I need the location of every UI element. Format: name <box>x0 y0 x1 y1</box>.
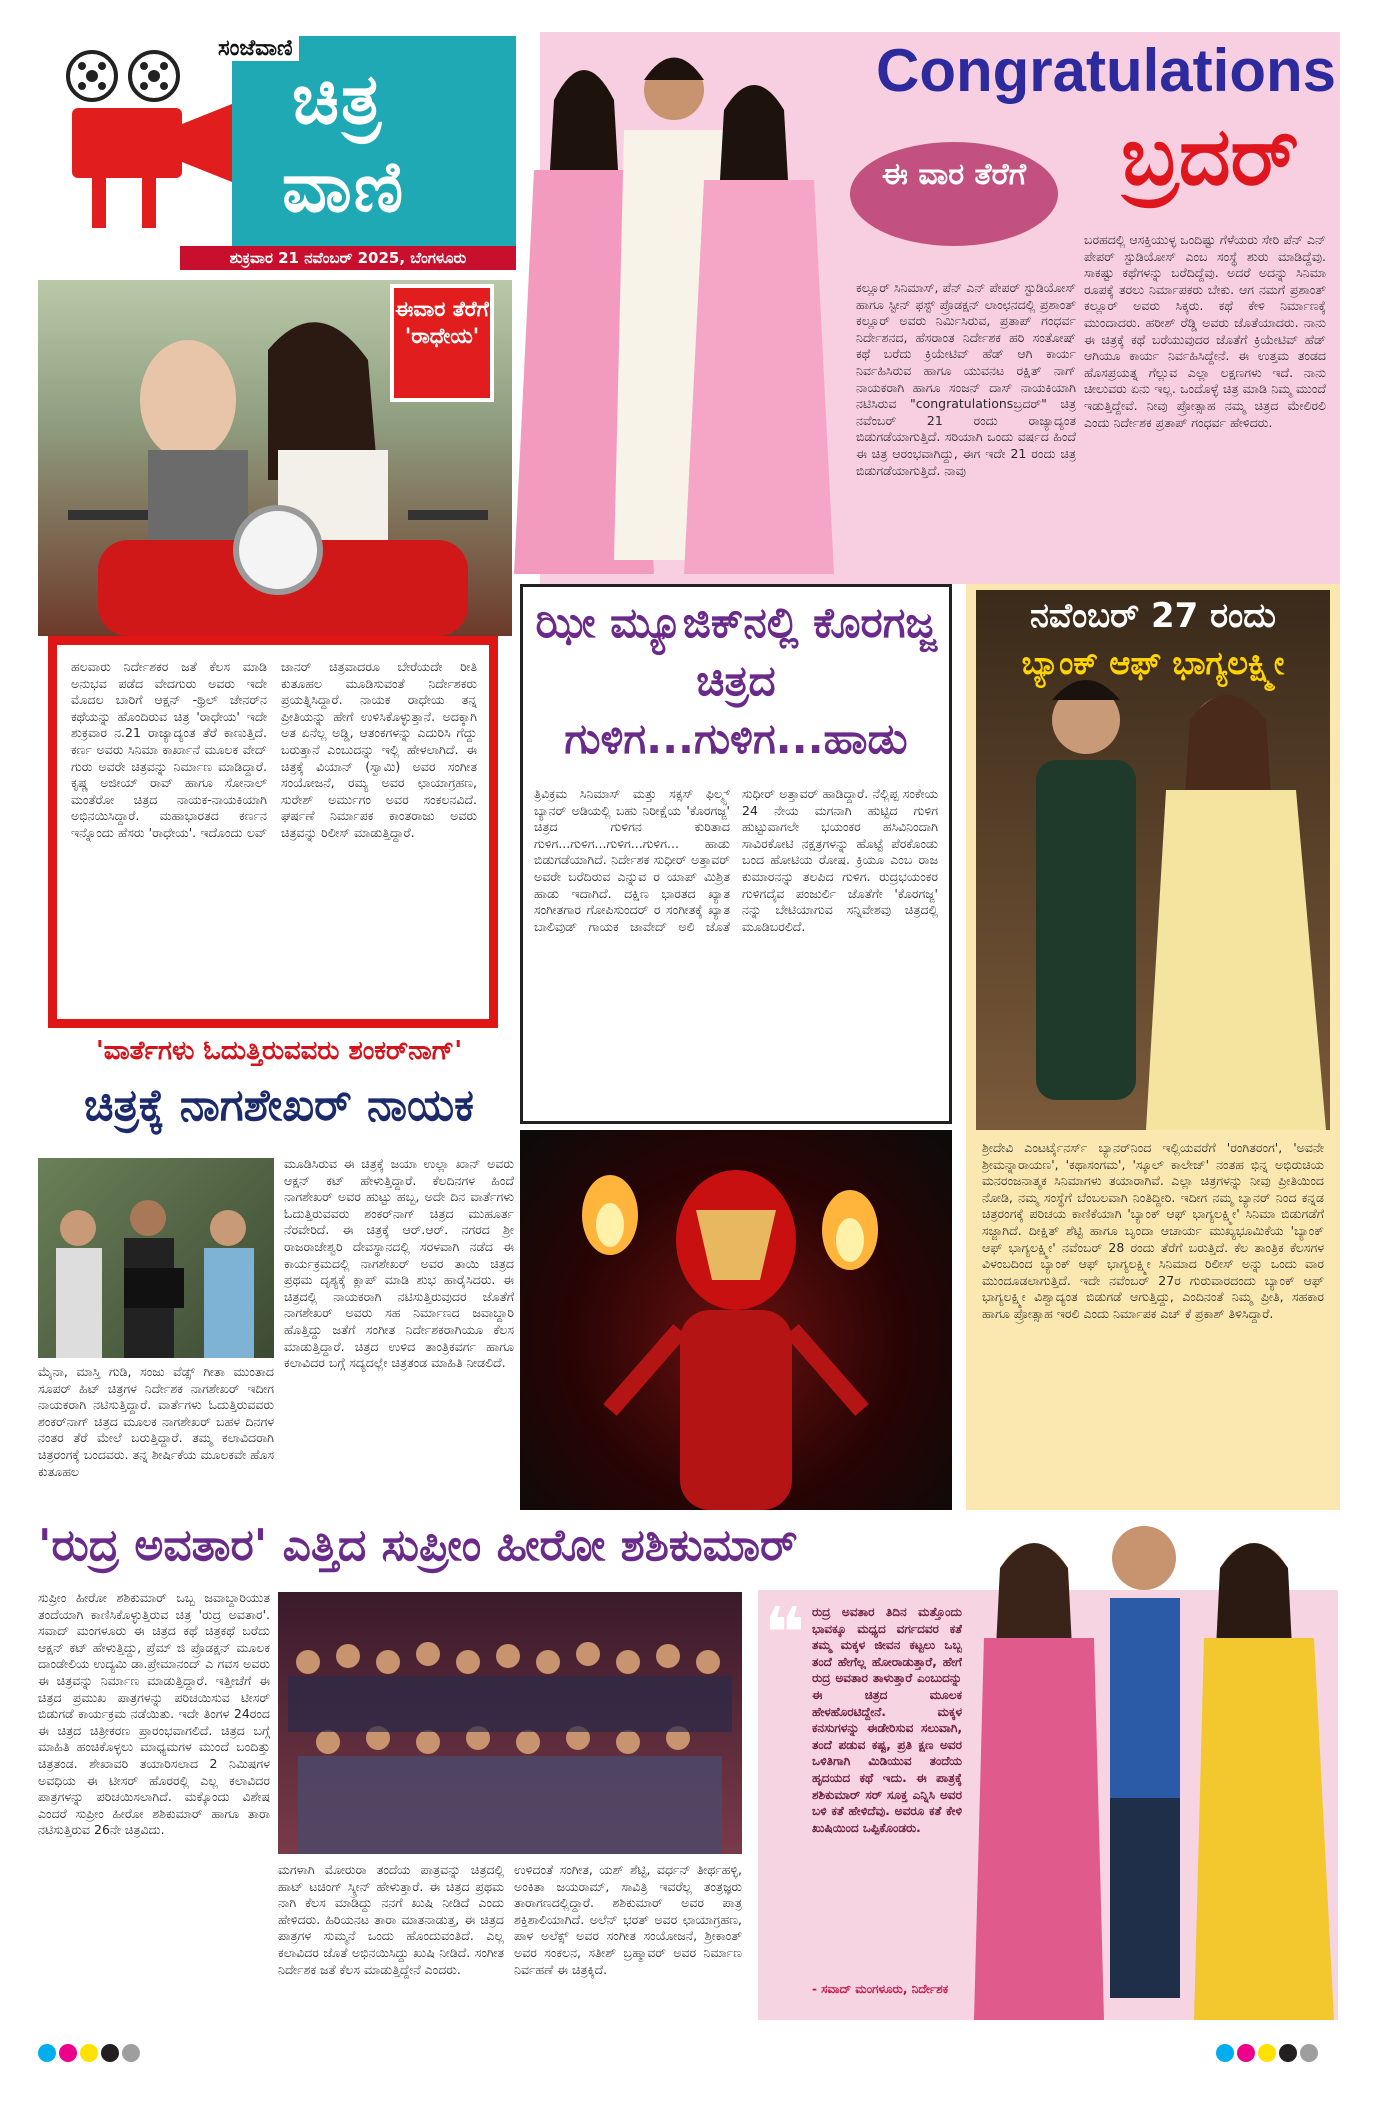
quote-mark-icon: ❝ <box>764 1592 806 1674</box>
shankarnag-headline: ಚಿತ್ರಕ್ಕೆ ನಾಗಶೇಖರ್ ನಾಯಕ <box>84 1080 474 1131</box>
brother-body-col1: ಕಲ್ಲೂರ್ ಸಿನಿಮಾಸ್, ಪೆನ್ ಎನ್ ಪೇಪರ್ ಸ್ಟುಡಿಯೋಸ್ ಹಾಗೂ ಸ್ಟೀನ್ ಫಸ್ಟ್ ಪ್ರೊಡಕ್ಷನ್ ಲಾಂಛನದಲ್ಲಿ ಪ್ರಶಾಂತ್ ಕಲ್ಲೂರ್ ಅವರು ನಿರ್ಮಿಸಿರುವ, ಪ್ರತಾಪ್ ಗಂಧರ್ವ ನಿರ್ದೇಶನದ, ಹೆಸರಾಂತ ನಿರ್ದೇಶಕ ಹರಿ ಸಂತೋಷ್ ಕಥೆ ಬರೆದು ಕ್ರಿಯೇಟಿವ್ ಹೆಡ್ ಆಗಿ ಕಾರ್ಯ ನಿರ್ವಹಿಸಿರುವ ಹಾಗೂ ಯುವನಟ ರಕ್ಷಿತ್ ನಾಗ್ ನಾಯಕರಾಗಿ ಹಾಗೂ ಸಂಜನ್ ದಾಸ್ ನಾಯಕಿಯಾಗಿ ನಟಿಸಿರುವ "congratulationsಬ್ರದರ್" ಚಿತ್ರ ನವೆಂಬರ್ 21 ರಂದು ರಾಜ್ಯಾದ್ಯಂತ ಬಿಡುಗಡೆಯಾಗುತ್ತಿದೆ. ಸರಿಯಾಗಿ ಒಂದು ವರ್ಷದ ಹಿಂದೆ ಈ ಚಿತ್ರ ಆರಂಭವಾಗಿದ್ದು, ಈಗ ಇದೇ 21 ರಂದು ಚಿತ್ರ ಬಿಡುಗಡೆಯಾಗುತ್ತಿದೆ. ನಾವು <box>856 280 1076 478</box>
registration-dot <box>1258 2044 1276 2062</box>
radheya-article-box <box>48 636 498 1028</box>
shankarnag-photo <box>38 1158 274 1358</box>
koragajja-photo <box>520 1130 952 1510</box>
dateline: ಶುಕ್ರವಾರ 21 ನವೆಂಬರ್ 2025, ಬೆಂಗಳೂರು <box>180 246 516 270</box>
registration-dot <box>59 2044 77 2062</box>
registration-dot <box>1216 2044 1234 2062</box>
rudra-cast-figures <box>964 1498 1338 2020</box>
film-projector-icon <box>62 46 262 246</box>
rudra-quote-attribution: - ಸವಾದ್ ಮಂಗಳೂರು, ನಿರ್ದೇಶಕ <box>812 1982 949 1996</box>
brother-cast-figures <box>514 40 844 574</box>
radheya-release-tag: ಈವಾರ ತೆರೆಗೆ 'ರಾಧೇಯ' <box>390 284 494 402</box>
registration-dot <box>80 2044 98 2062</box>
shankarnag-kicker: 'ವಾರ್ತೆಗಳು ಓದುತ್ತಿರುವವರು ಶಂಕರ್‌ನಾಗ್' <box>95 1036 463 1066</box>
section-title-line2: ವಾಣಿ <box>282 146 406 228</box>
radheya-article-body: ಹಲವಾರು ನಿರ್ದೇಶಕರ ಜತೆ ಕೆಲಸ ಮಾಡಿ ಅನುಭವ ಪಡೆದ ವೇದಗುರು ಅವರು ಇದೇ ಮೊದಲ ಬಾರಿಗೆ ಆಕ್ಷನ್ -ಥ್ರಿಲ್ ಜೇನರ್‌ನ ಕಥೆಯನ್ನು ಹೊಂದಿರುವ ಚಿತ್ರ 'ರಾಧೇಯ' ಇದೇ ಶುಕ್ರವಾರ ನ.21 ರಾಜ್ಯಾದ್ಯಂತ ತೆರೆ ಕಾಣುತ್ತಿದೆ. ಕರ್ಣ ಅವರು ಸಿನಿಮಾ ಕಾರ್ಖಾನೆ ಮೂಲಕ ವೇದ್ ಗುರು ಅವರೇ ಚಿತ್ರವನ್ನು ನಿರ್ಮಾಣ ಮಾಡಿದ್ದಾರೆ. ಕೃಷ್ಣ ಅಜೀಯ್ ರಾವ್ ಹಾಗೂ ಸೋನಾಲ್ ಮಂತೆರೋ ಚಿತ್ರದ ನಾಯಕ-ನಾಯಕಿಯಾಗಿ ಅಭಿನಯಿಸಿದ್ದಾರೆ. ಮಹಾಭಾರತದ ಕರ್ಣನ ಇನ್ನೊಂದು ಹೆಸರು 'ರಾಧೇಯ'. ಇದೊಂದು ಲವ್ ಜಾನರ್ ಚಿತ್ರವಾದರೂ ಬೇರೆಯದೇ ರೀತಿ ಕುತೂಹಲ ಮೂಡಿಸುವಂತೆ ನಿರ್ದೇಶಕರು ಪ್ರಯತ್ನಿಸಿದ್ದಾರೆ. ನಾಯಕ ರಾಧೇಯ ತನ್ನ ಪ್ರೀತಿಯನ್ನು ಹೇಗೆ ಉಳಿಸಿಕೊಳ್ಳುತ್ತಾನೆ. ಅದಕ್ಕಾಗಿ ಅತ ಏನೆಲ್ಲ ಅಡ್ಡಿ, ಆತಂಕಗಳನ್ನು ಎದುರಿಸಿ ಗೆದ್ದು ಬರುತ್ತಾನೆ ಎಂಬುದನ್ನು ಇಲ್ಲಿ ಹೇಳಲಾಗಿದೆ. ಈ ಚಿತ್ರಕ್ಕೆ ವಿಯಾನ್ (ಸ್ವಾಮಿ) ಅವರ ಸಂಗೀತ ಸಂಯೋಜನೆ, ರಮ್ಯ ಅವರ ಛಾಯಾಗ್ರಹಣ, ಸುರೇಶ್ ಅರ್ಮುಗಂ ಅವರ ಸಂಕಲನವಿದೆ. ಘರ್ಷಣೆ ನಿರ್ಮಾಪಕ ಕಾಂತರಾಜು ಅವರು ಚಿತ್ರವನ್ನು ರಿಲೀಸ್ ಮಾಡುತ್ತಿದ್ದಾರೆ. <box>71 659 477 840</box>
team-group-figures <box>278 1592 742 1854</box>
bank-article-body: ಶ್ರೀದೇವಿ ಎಂಟರ್ಟೈನರ್ಸ್ ಬ್ಯಾನರ್‌ನಿಂದ ಇಲ್ಲಿಯವರೆಗೆ 'ರಂಗಿತರಂಗ', 'ಅವನೇ ಶ್ರೀಮನ್ನಾರಾಯಣ', 'ಕಥಾಸಂಗಮ', 'ಸ್ಕೂಲ್ ಕಾಲೇಜ್' ನಂತಹ ಭಿನ್ನ ಅಭಿರುಚಿಯ ಮನರಂಜನಾತ್ಮಕ ಸಿನಿಮಾಗಳು ತಯಾರಾಗಿವೆ. ಎಲ್ಲಾ ಚಿತ್ರಗಳನ್ನು ನೀವು ಪ್ರೀತಿಯಿಂದ ನೋಡಿ, ನಮ್ಮ ಸಂಸ್ಥೆಗೆ ಬೆಂಬಲವಾಗಿ ನಿಂತಿದ್ದೀರಿ. ಇದೀಗ ನಮ್ಮ ಬ್ಯಾನರ್ ನಿಂದ ಕನ್ನಡ ಚಿತ್ರರಂಗಕ್ಕೆ ಪರಿಚಯ ಕಾಣಿಕೆಯಾಗಿ 'ಬ್ಯಾಂಕ್ ಆಫ್ ಭಾಗ್ಯಲಕ್ಷ್ಮೀ' ಸಿನಿಮಾ ಬಿಡುಗಡೆಗೆ ಸಜ್ಜಾಗಿದೆ. ದೀಕ್ಷಿತ್ ಶೆಟ್ಟಿ ಹಾಗೂ ಬೃಂದಾ ಆಚಾರ್ಯ ಮುಖ್ಯಭೂಮಿಕೆಯ 'ಬ್ಯಾಂಕ್ ಆಫ್ ಭಾಗ್ಯಲಕ್ಷ್ಮೀ' ನವೆಂಬರ್ 28 ರಂದು ತೆರೆಗೆ ಬರುತ್ತಿದೆ. ಕೆಲ ತಾಂತ್ರಿಕ ಕೆಲಸಗಳ ವಿಳಂಬದಿಂದ ಬ್ಯಾಂಕ್ ಆಫ್ ಭಾಗ್ಯಲಕ್ಷ್ಮೀ ಸಿನಿಮಾದ ರಿಲೀಸ್ ಅನ್ನು ಒಂದು ವಾರ ಮುಂದೂಡಲಾಗುತ್ತಿದೆ. ಇದೇ ನವೆಂಬರ್ 27ರ ಗುರುವಾರದಂದು ಬ್ಯಾಂಕ್ ಆಫ್ ಭಾಗ್ಯಲಕ್ಷ್ಮೀ ವಿಶ್ವಾದ್ಯಂತ ಬಿಡುಗಡೆ ಆಗುತ್ತಿದ್ದು, ಎಂದಿನಂತೆ ನಿಮ್ಮ ಪ್ರೀತಿ, ಸಹಕಾರ ಹಾಗೂ ಪ್ರೋತ್ಸಾಹ ಇರಲಿ ಎಂದು ನಿರ್ಮಾಪಕ ಎಚ್ ಕೆ ಪ್ರಕಾಶ್ ತಿಳಿಸಿದ್ದಾರೆ. <box>982 1140 1324 1321</box>
bank-release-date: ನವೆಂಬರ್ 27 ರಂದು <box>1030 596 1276 636</box>
masthead <box>62 36 516 270</box>
rudra-quote-text: ರುದ್ರ ಅವತಾರ ತಿದಿನ ಮತ್ತೊಂದು ಭಾವಕ್ಕೂ ಮಧ್ಯದ ವರ್ಗದವರ ಕತೆ ತಮ್ಮ ಮಕ್ಕಳ ಜೀವನ ಕಟ್ಟಲು ಒಬ್ಬ ತಂದೆ ಹೇಗೆಲ್ಲ ಹೋರಾಡುತ್ತಾರೆ, ಹೇಗೆ ರುದ್ರ ಅವತಾರ ತಾಳುತ್ತಾರೆ ಎಂಬುದನ್ನು ಈ ಚಿತ್ರದ ಮೂಲಕ ಹೇಳಹೊರಟಿದ್ದೇನೆ. ಮಕ್ಕಳ ಕನಸುಗಳನ್ನು ಈಡೇರಿಸುವ ಸಲುವಾಗಿ, ತಂದೆ ಪಡುವ ಕಷ್ಟ, ಪ್ರತಿ ಕ್ಷಣ ಅವರ ಒಳಿತಿಗಾಗಿ ಮಿಡಿಯುವ ತಂದೆಯ ಹೃದಯದ ಕಥೆ ಇದು. ಈ ಪಾತ್ರಕ್ಕೆ ಶಶಿಕುಮಾರ್ ಸರ್ ಸೂಕ್ತ ಎನ್ನಿಸಿ ಅವರ ಬಳಿ ಕತೆ ಹೇಳಿದೆವು. ಅವರೂ ಕತೆ ಕೇಳಿ ಖುಷಿಯಿಂದ ಒಪ್ಪಿಕೊಂಡರು. <box>812 1605 962 1835</box>
brand-name: ಸಂಜೆವಾಣಿ <box>212 36 299 61</box>
zee-article-body: ತ್ರಿವಿಕ್ರಮ ಸಿನಿಮಾಸ್ ಮತ್ತು ಸಕ್ಸಸ್ ಫಿಲ್ಮ್ಸ್ ಬ್ಯಾನರ್ ಅಡಿಯಲ್ಲಿ ಬಹು ನಿರೀಕ್ಷೆಯ 'ಕೊರಗಜ್ಜ' ಚಿತ್ರದ ಗುಳಿಗನ ಕುರಿತಾದ ಗುಳಿಗ...ಗುಳಿಗ...ಗುಳಿಗ...ಗುಳಿಗ... ಹಾಡು ಬಿಡುಗಡೆಯಾಗಿದೆ. ನಿರ್ದೇಶಕ ಸುಧೀರ್ ಅತ್ತಾವರ್ ಅವರೇ ಬರೆದಿರುವ ಎನ್ನುವ ರ ಯಾಪ್ ಮಿಶ್ರಿತ ಹಾಡು ಇದಾಗಿದೆ. ದಕ್ಷಿಣ ಭಾರತದ ಖ್ಯಾತ ಸಂಗೀತಗಾರ ಗೋಪಿಸುಂದರ್ ರ ಸಂಗೀತಕ್ಕೆ ಖ್ಯಾತ ಬಾಲಿವುಡ್ ಗಾಯಕ ಜಾವೇದ್ ಅಲಿ ಜೊತೆ ಸುಧೀರ್ ಅತ್ತಾವರ್ ಹಾಡಿದ್ದಾರೆ. ನೆಲ್ಲಿಪ್ಪ ಸಂಕೇಯ 24 ನೇಯ ಮಗನಾಗಿ ಹುಟ್ಟಿದ ಗುಳಿಗ ಹುಟ್ಟುವಾಗಲೇ ಭಯಂಕರ ಹಸಿವಿನಿಂದಾಗಿ ಸಾವಿರಕೋಟಿ ನಕ್ಷತ್ರಗಳನ್ನು ಹೊಟ್ಟೆ ಪೆರಕೊಂಡು ಬಂದ ಹೋಟಿಯ ರೋಷ. ಕ್ರಿಯೂ ಎಂಬ ರಾಜ ಕುಮಾರನನ್ನು ತಲಪಿದ ಗುಳಿಗ. ರುದ್ರಭಯಂಕರ ಗುಳಿಗದೈವ ಪಂಜುರ್ಲಿ ಜೊತೆಗೇ 'ಕೊರಗಜ್ಜ' ನನ್ನು ಬೇಟಿಯಾಗುವ ಸನ್ನಿವೇಶವು ಚಿತ್ರದಲ್ಲಿ ಮೂಡಿಬರಲಿದೆ. <box>534 786 938 934</box>
registration-dot <box>1279 2044 1297 2062</box>
brother-title-kn: ಬ್ರದರ್ <box>1121 110 1299 203</box>
brother-body-col2: ಬರಹದಲ್ಲಿ ಆಸಕ್ತಿಯುಳ್ಳ ಒಂದಿಷ್ಟು ಗೆಳೆಯರು ಸೇರಿ ಪೆನ್ ಎನ್ ಪೇಪರ್ ಸ್ಟುಡಿಯೋಸ್ ಎಂಬ ಸಂಸ್ಥೆ ಶುರು ಮಾಡಿದ್ದೆವು. ಸಾಕಷ್ಟು ಕಥೆಗಳನ್ನು ಬರೆದಿದ್ದೆವು. ಅದರೆ ಅದನ್ನು ಸಿನಿಮಾ ರೂಪಕ್ಕೆ ತರಲು ನಿರ್ಮಾಪಕರು ಬೇಕು. ಆಗ ನಮಗೆ ಪ್ರಶಾಂತ್ ಕಲ್ಲೂರ್ ಅವರು ಸಿಕ್ಕರು. ಕಥೆ ಕೇಳಿ ನಿರ್ಮಾಣಕ್ಕೆ ಮುಂದಾದರು. ಹರೀಶ್ ರೆಡ್ಡಿ ಅವರು ಜೊತೆಯಾದರು. ನಾನು ಈ ಚಿತ್ರಕ್ಕೆ ಕಥೆ ಬರೆಯುವುದರ ಜೊತೆಗೆ ಕ್ರಿಯೇಟಿವ್ ಹೆಡ್ ಆಗಿಯೂ ಕಾರ್ಯ ನಿರ್ವಹಿಸಿದ್ದೇನೆ. ಈ ಉತ್ತಮ ತಂಡದ ಹೊಸಪ್ರಯತ್ನ ಗೆಲ್ಲುವ ಎಲ್ಲಾ ಲಕ್ಷಣಗಳು ಇದೆ. ನಾನು ಚೀಲುವರು ಏನು ಇಲ್ಲ. ಒಂದೊಳ್ಳೆ ಚಿತ್ರ ಮಾಡಿ ನಿಮ್ಮ ಮುಂದೆ ಇಡುತ್ತಿದ್ದೇವೆ. ನೀವು ಪ್ರೋತ್ಸಾಹ ನಮ್ಮ ಚಿತ್ರದ ಮೇಲಿರಲಿ ಎಂದು ನಿರ್ದೇಶಕ ಪ್ರತಾಪ್ ಗಂಧರ್ವ ಹೇಳಿದರು. <box>1084 232 1326 430</box>
rudra-cast-photo <box>964 1498 1338 2020</box>
brother-title-en: Congratulations <box>876 37 1336 104</box>
group-photo-figures <box>38 1158 274 1358</box>
registration-dot <box>101 2044 119 2062</box>
registration-dot <box>38 2044 56 2062</box>
rudra-headline: 'ರುದ್ರ ಅವತಾರ' ಎತ್ತಿದ ಸುಪ್ರೀಂ ಹೀರೋ ಶಶಿಕುಮಾರ್ <box>38 1520 798 1571</box>
shankarnag-body-col1: ಮೈನಾ, ಮಾಸ್ತಿ ಗುಡಿ, ಸಂಜು ವೆಡ್ಸ್ ಗೀತಾ ಮುಂತಾದ ಸೂಪರ್ ಹಿಟ್ ಚಿತ್ರಗಳ ನಿರ್ದೇಶಕ ನಾಗಶೇಖರ್ ಇದೀಗ ನಾಯಕರಾಗಿ ನಟಿಸುತ್ತಿದ್ದಾರೆ. ವಾರ್ತೆಗಳು ಓದುತ್ತಿರುವವರು ಶಂಕರ್‌ನಾಗ್ ಚಿತ್ರದ ಮೂಲಕ ನಾಗಶೇಖರ್ ಬಹಳ ದಿನಗಳ ನಂತರ ತೆರೆ ಮೇಲೆ ಬರುತ್ತಿದ್ದಾರೆ. ತಮ್ಮ ಕಲಾವಿದರಾಗಿ ಚಿತ್ರರಂಗಕ್ಕೆ ಬಂದವರು. ತನ್ನ ಶೀರ್ಷಿಕೆಯ ಮೂಲಕವೇ ಹೊಸ ಕುತೂಹಲ <box>38 1364 274 1479</box>
registration-dot <box>1300 2044 1318 2062</box>
rudra-body-col3: ಉಳಿದಂತೆ ಸಂಗೀತ, ಯಶ್ ಶೆಟ್ಟಿ, ವರ್ಧನ್ ತೀರ್ಥಹಳ್ಳಿ, ಅಂಕಿತಾ ಜಯರಾಮ್, ಸಾವಿತ್ರಿ ಇವರೆಲ್ಲ ತಂತ್ರಜ್ಞರು ತಾರಾಗಣದಲ್ಲಿದ್ದಾರೆ. ಶಶಿಕುಮಾರ್ ಅವರ ಪಾತ್ರ ಶಕ್ತಿಶಾಲಿಯಾಗಿದೆ. ಅಲೆನ್ ಭರತ್ ಅವರ ಛಾಯಾಗ್ರಹಣ, ಪಾಳ ಅಲೆಕ್ಸ್ ಅವರ ಸಂಗೀತ ಸಂಯೋಜನೆ, ಶ್ರೀಕಾಂತ್ ಅವರ ಸಂಕಲನ, ಸತೀಶ್ ಬ್ರಹ್ಮಾವರ್ ಅವರ ನಿರ್ಮಾಣ ನಿರ್ವಹಣೆ ಈ ಚಿತ್ರಕ್ಕಿದೆ. <box>514 1862 742 1977</box>
rudra-body-col1: ಸುಪ್ರೀಂ ಹೀರೋ ಶಶಿಕುಮಾರ್ ಒಬ್ಬ ಜವಾಬ್ದಾರಿಯುತ ತಂದೆಯಾಗಿ ಕಾಣಿಸಿಕೊಳ್ಳುತ್ತಿರುವ ಚಿತ್ರ 'ರುದ್ರ ಅವತಾರ'. ಸವಾದ್ ಮಂಗಳೂರು ಈ ಚಿತ್ರದ ಕಥೆ ಚಿತ್ರಕಥೆ ಬರೆದು ಆಕ್ಷನ್ ಕಟ್ ಹೇಳುತ್ತಿದ್ದು, ಪ್ರೆಮ್ ಜಿ ಪ್ರೊಡಕ್ಷನ್ ಮೂಲಕ ದಾಂಡೇಲಿಯ ಉದ್ಯಮಿ ಡಾ.ಪ್ರೇಮಾನಂದ್ ಎ ಗವಸ ಅವರು ಈ ಚಿತ್ರವನ್ನು ನಿರ್ಮಾಣ ಮಾಡುತ್ತಿದ್ದಾರೆ. ಇತ್ತೀಚೆಗೆ ಈ ಚಿತ್ರದ ಪ್ರಮುಖ ಪಾತ್ರಗಳನ್ನು ಪರಿಚಯಿಸುವ ಟೀಸರ್ ಬಿಡುಗಡೆ ಕಾರ್ಯಕ್ರಮ ನಡೆಯಿತು. ಇದೇ ತಿಂಗಳ 24ರಂದ ಈ ಚಿತ್ರದ ಚಿತ್ರೀಕರಣ ಪ್ರಾರಂಭವಾಗಲಿದೆ. ಚಿತ್ರದ ಬಗ್ಗೆ ಮಾಹಿತಿ ಹಂಚಿಕೊಳ್ಳಲು ಮಾಧ್ಯಮಗಳ ಮುಂದೆ ಬಂದಿತ್ತು ಚಿತ್ರತಂಡ. ಶೇಖಾವರಿ ತಯಾರಿಸಲಾದ 2 ನಿಮಿಷಗಳ ಅವಧಿಯ ಈ ಟೀಸರ್ ಹೊರ‍ರಲ್ಲಿ ಎಲ್ಲ ಕಲಾವಿದರ ಪಾತ್ರಗಳನ್ನು ಪರಿಚಯಿಸಲಾಗಿದೆ. ಮಕ್ಕೊಂದು ವಿಶೇಷ ಎಂದರೆ ಸುಪ್ರೀಂ ಹೀರೋ ಶಶಿಕುಮಾರ್ ಹಾಗೂ ತಾರಾ ನಟಿಸುತ್ತಿರುವ 26ನೇ ಚಿತ್ರವಿದು. <box>38 1590 270 1838</box>
registration-dot <box>122 2044 140 2062</box>
zee-headline: ಝೀ ಮ್ಯೂಜಿಕ್‌ನಲ್ಲಿ ಕೊರಗಜ್ಜ ಚಿತ್ರದ ಗುಳಿಗ...ಗುಳಿಗ...ಹಾಡು <box>535 598 937 763</box>
performer-figure <box>520 1130 952 1510</box>
registration-marks-left <box>38 2044 143 2066</box>
section-title-line1: ಚಿತ್ರ <box>292 58 384 140</box>
registration-dot <box>1237 2044 1255 2062</box>
brother-photo <box>514 40 844 574</box>
bank-title: ಬ್ಯಾಂಕ್ ಆಫ್ ಭಾಗ್ಯಲಕ್ಷ್ಮೀ <box>1021 644 1285 682</box>
registration-marks-right <box>1216 2044 1321 2066</box>
rudra-body-col2: ಮಗಳಾಗಿ ಮೋರುರಾ ತಂದೆಯ ಪಾತ್ರವನ್ನು ಚಿತ್ರದಲ್ಲಿ ಹಾಟ್ ಟಚಿಂಗ್ ಸ್ಕ್ರೀನ್ ಹೇಳುತ್ತಾರೆ. ಈ ಚಿತ್ರದ ಪ್ರಥಮ ನಾಗಿ ಕೆಲಸ ಮಾಡಿದ್ದು ನನಗೆ ಖುಷಿ ನೀಡಿದೆ ಎಂದು ಹೇಳಿದರು. ಹಿರಿಯನಟ ತಾರಾ ಮಾತನಾಡುತ್ತ, ಈ ಚಿತ್ರದ ಪಾತ್ರಗಳ ಸುಮ್ಮನೆ ಒಂದು ಹೊಂದುವಂತಿದೆ. ಎಲ್ಲ ಕಲಾವಿದರ ಜೊತೆ ಅಭಿನಯಿಸಿದ್ದು ಖುಷಿ ನೀಡಿದೆ. ಸಂಗೀತ ನಿರ್ದೇಶಕ ಜತೆ ಕೆಲಸ ಮಾಡುತ್ತಿದ್ದೇನೆ ಎಂದರು. <box>278 1862 504 1977</box>
shankarnag-body-col2: ಮೂಡಿಸಿರುವ ಈ ಚಿತ್ರಕ್ಕೆ ಜಯಾ ಉಲ್ಲಾ ಖಾನ್ ಅವರು ಆಕ್ಷನ್ ಕಟ್ ಹೇಳುತ್ತಿದ್ದಾರೆ. ಕೆಲದಿನಗಳ ಹಿಂದೆ ನಾಗಶೇಖರ್ ಅವರ ಹುಟ್ಟು ಹಬ್ಬ, ಅದೇ ದಿನ ವಾರ್ತೆಗಳು ಓದುತ್ತಿರುವವರು ಶಂಕರ್‌ನಾಗ್ ಚಿತ್ರದ ಮುಹೂರ್ತ ನೆರವೇರಿದೆ. ಈ ಚಿತ್ರಕ್ಕೆ ಆರ್.ಆರ್. ನಗರದ ಶ್ರೀ ರಾಜರಾಜೇಶ್ವರಿ ದೇವಸ್ಥಾನದಲ್ಲಿ ಸರಳವಾಗಿ ನಡೆದ ಈ ಕಾರ್ಯಕ್ರಮದಲ್ಲಿ ನಾಗಶೇಖರ್ ಅವರ ತಾಯಿ ಚಿತ್ರದ ಪ್ರಥಮ ದೃಶ್ಯಕ್ಕೆ ಕ್ಲಾಪ್ ಮಾಡಿ ಶುಭ ಹಾರೈಸಿದರು. ಈ ಚಿತ್ರದಲ್ಲಿ ನಾಯಕರಾಗಿ ನಟಿಸುತ್ತಿರುವುದರ ಜೊತೆಗೆ ನಾಗಶೇಖರ್ ಅವರು ಸಹ ನಿರ್ಮಾಣದ ಜವಾಬ್ದಾರಿ ಹೊತ್ತಿದ್ದು ಜತೆಗೆ ಸಂಗೀತ ನಿರ್ದೇಶಕರಾಗಿಯೂ ಕೆಲಸ ಮಾಡುತ್ತಿದ್ದಾರೆ. ಚಿತ್ರದ ಉಳಿದ ತಾಂತ್ರಿಕವರ್ಗ ಹಾಗೂ ಕಲಾವಿದರ ಬಗ್ಗೆ ಸದ್ಯದಲ್ಲೇ ಚಿತ್ರತಂಡ ಮಾಹಿತಿ ನೀಡಲಿದೆ. <box>284 1156 514 1371</box>
rudra-team-photo <box>278 1592 742 1854</box>
brother-release-badge: ಈ ವಾರ ತೆರೆಗೆ <box>850 142 1058 246</box>
